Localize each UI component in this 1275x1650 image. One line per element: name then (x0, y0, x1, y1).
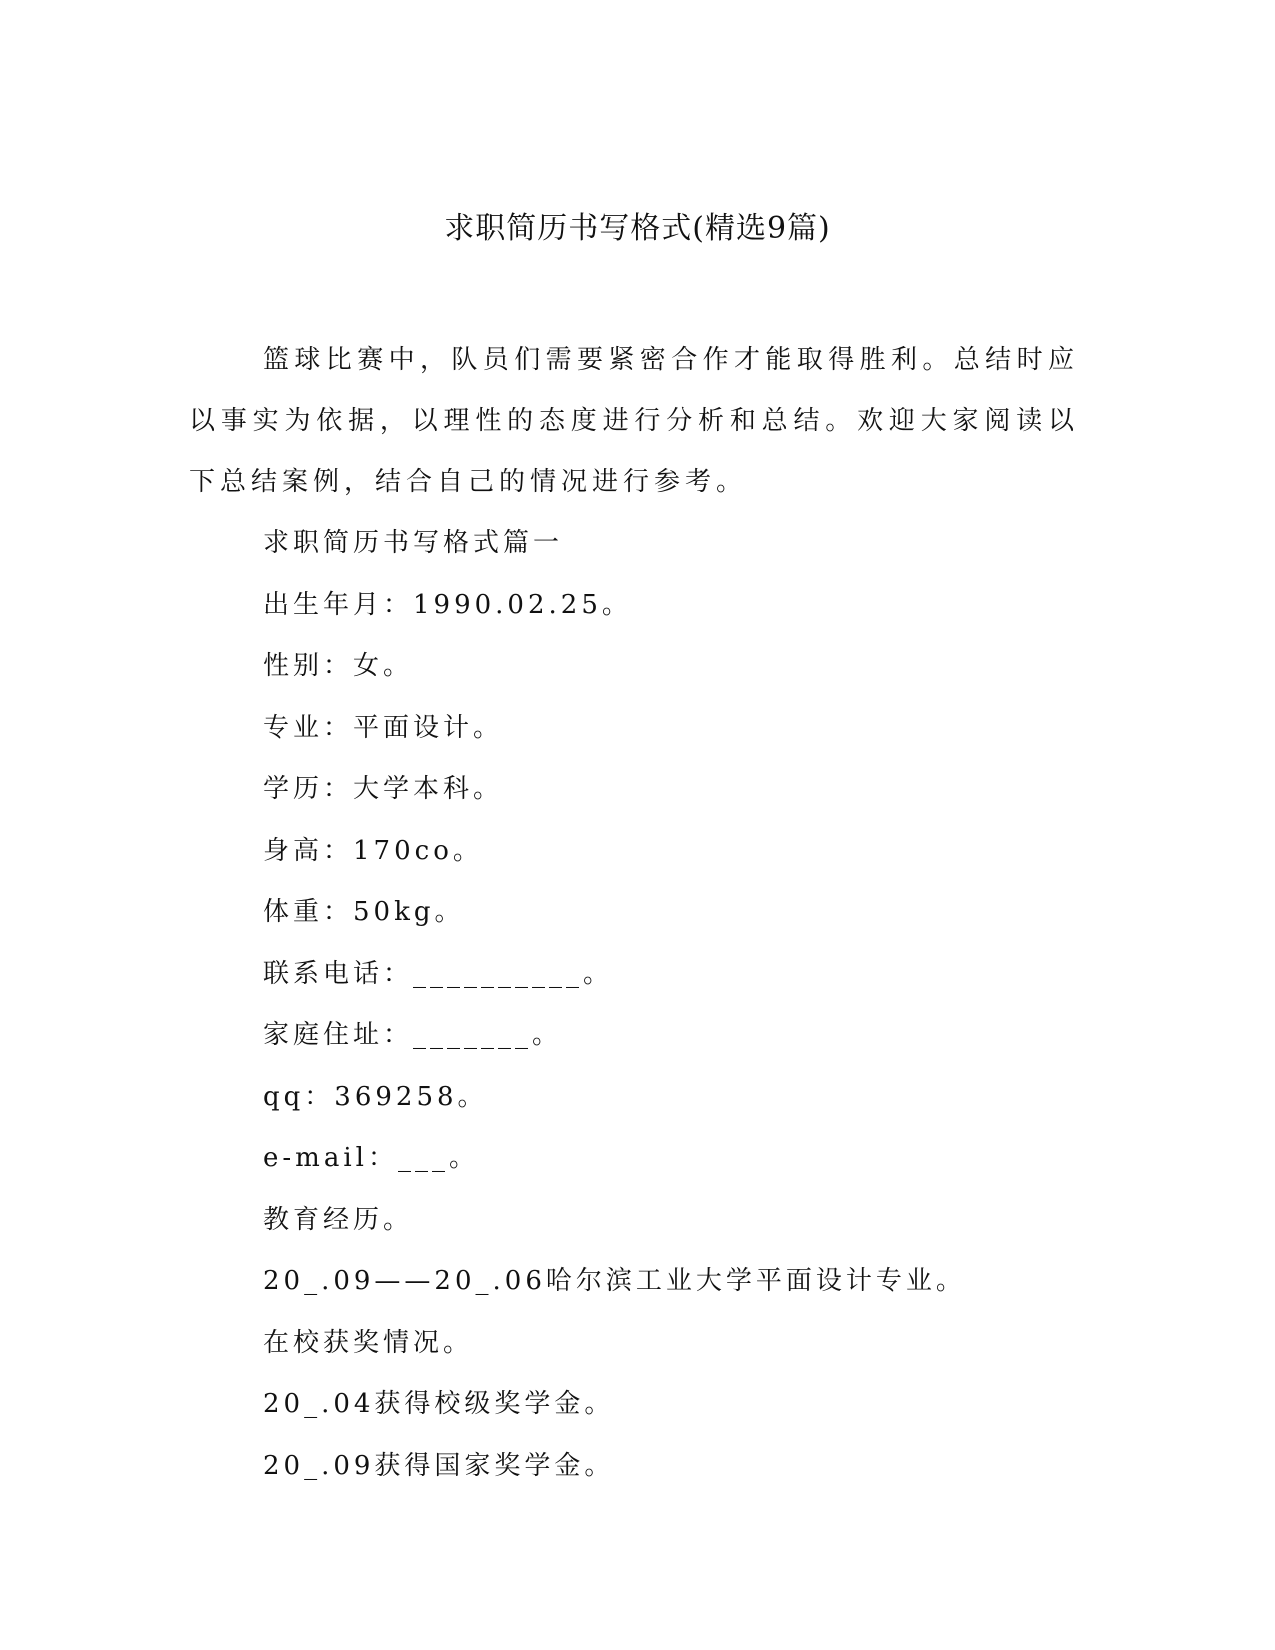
address-line: 家庭住址：_______。 (263, 1020, 563, 1050)
resume-lines (263, 513, 1083, 1497)
weight-line: 体重：50kg。 (263, 897, 465, 927)
document-title: 求职简历书写格式(精选9篇) (444, 211, 831, 246)
education-history-entry: 20_.09——20_.06哈尔滨工业大学平面设计专业。 (263, 1266, 966, 1296)
major-line: 专业：平面设计。 (263, 712, 504, 743)
intro-paragraph: 篮球比赛中，队员们需要紧密合作才能取得胜利。总结时应以事实为依据，以理性的态度进行分析和总结。欢迎大家阅读以下总结案例，结合自己的情况进行参考。 (189, 345, 1079, 497)
award-entry: 20_.04获得校级奖学金。 (263, 1389, 615, 1419)
gender-line: 性别：女。 (263, 651, 414, 681)
awards-heading: 在校获奖情况。 (263, 1327, 474, 1358)
height-line: 身高：170co。 (263, 835, 483, 866)
education-level-line: 学历：大学本科。 (263, 774, 504, 804)
phone-line: 联系电话：__________。 (263, 958, 614, 989)
birth-date-line: 出生年月：1990.02.25。 (263, 589, 632, 620)
email-line: e-mail：___。 (263, 1143, 479, 1173)
award-entry: 20_.09获得国家奖学金。 (263, 1450, 615, 1481)
education-history-heading: 教育经历。 (263, 1204, 414, 1235)
qq-line: qq：369258。 (263, 1081, 488, 1112)
section-heading: 求职简历书写格式篇一 (263, 528, 564, 558)
